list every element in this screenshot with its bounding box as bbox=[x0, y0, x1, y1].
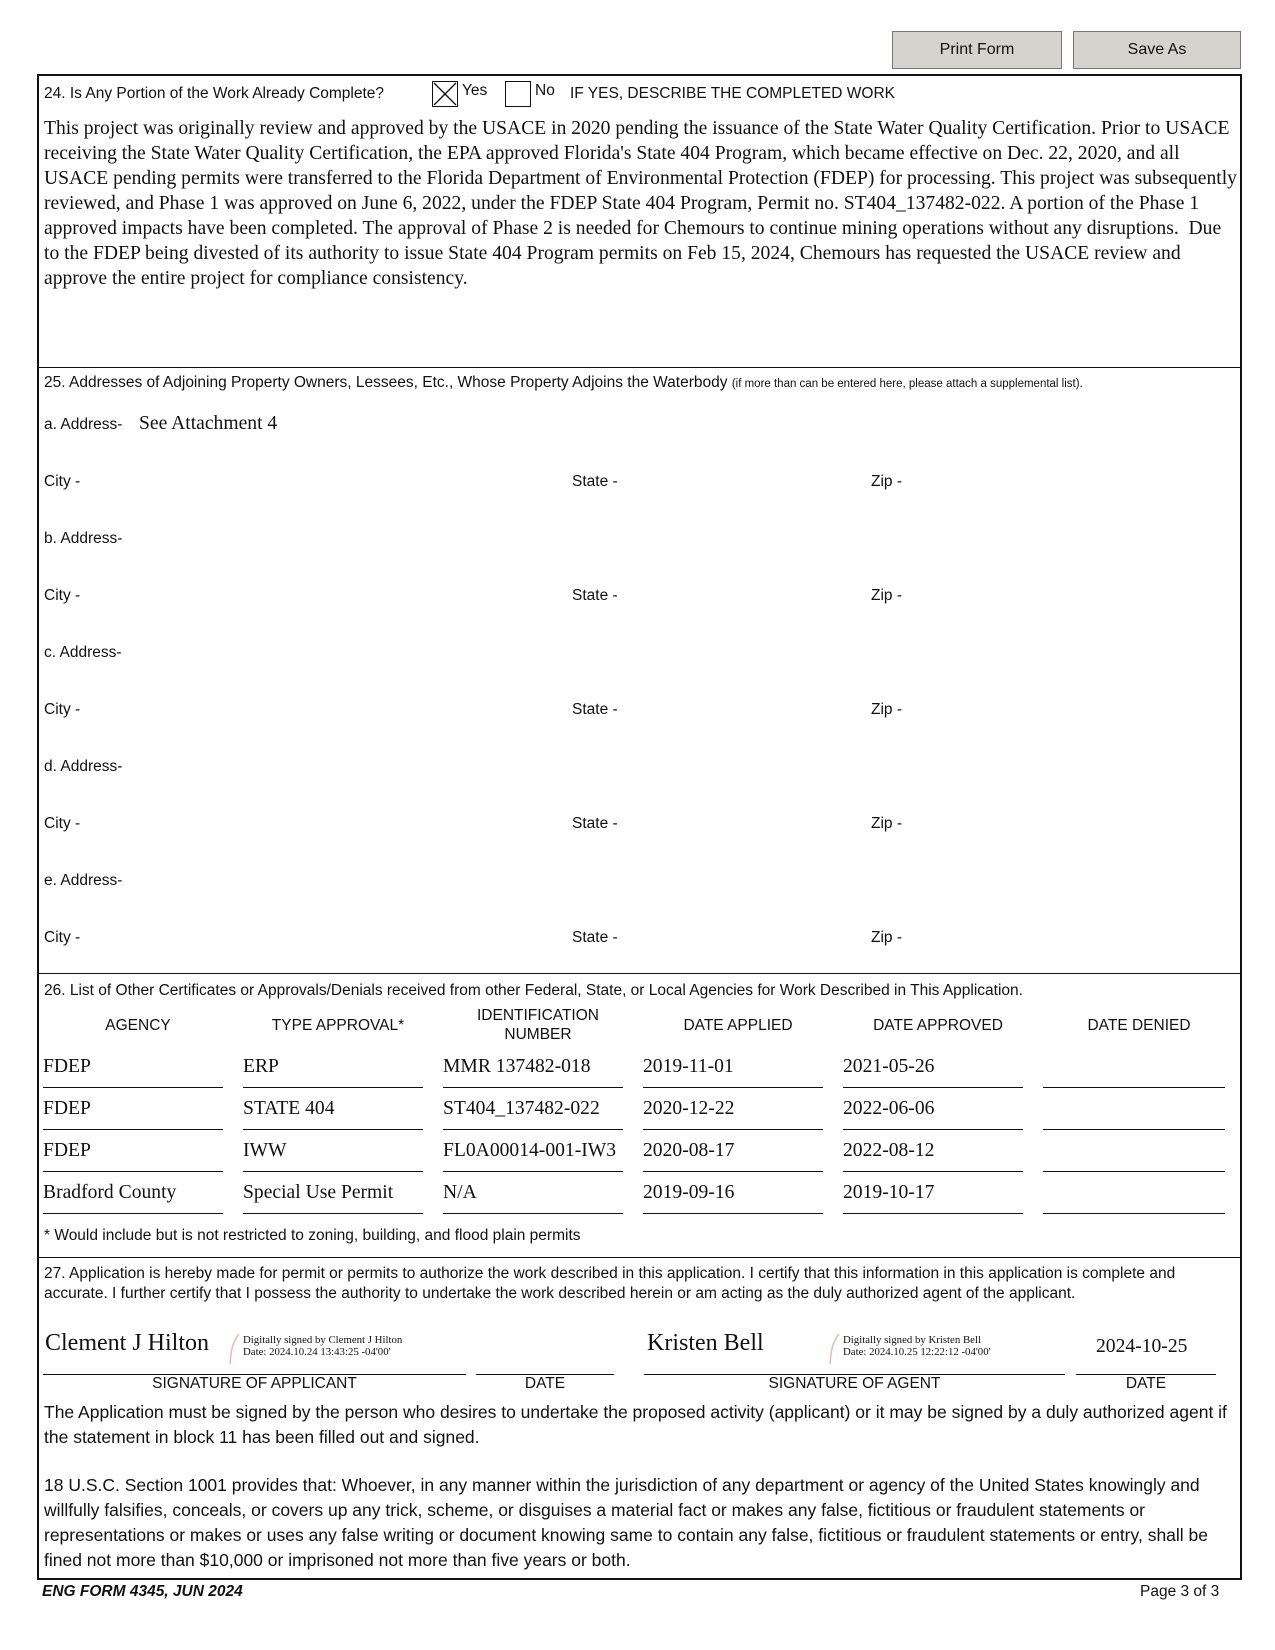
cell-date-approved[interactable]: 2022-08-12 bbox=[843, 1134, 1023, 1172]
state-a-label: State - bbox=[572, 473, 618, 490]
header-date-approved: DATE APPROVED bbox=[873, 1017, 1003, 1034]
header-agency: AGENCY bbox=[105, 1017, 171, 1034]
q25-title-text: 25. Addresses of Adjoining Property Owners, Lessees, Etc., Whose Property Adjoins the Waterbody bbox=[44, 374, 728, 391]
zip-c-label: Zip - bbox=[871, 701, 902, 718]
section-24 bbox=[39, 76, 1240, 368]
address-a-field[interactable]: See Attachment 4 bbox=[139, 413, 278, 434]
cell-identification-number[interactable]: FL0A00014-001-IW3 bbox=[443, 1134, 623, 1172]
no-checkbox[interactable] bbox=[505, 81, 531, 107]
q24-instruction: IF YES, DESCRIBE THE COMPLETED WORK bbox=[570, 85, 895, 102]
cell-type-approval[interactable]: IWW bbox=[243, 1134, 423, 1172]
address-a-label: a. Address- bbox=[44, 416, 123, 433]
cell-date-denied[interactable] bbox=[1043, 1176, 1225, 1214]
cell-type-approval[interactable]: Special Use Permit bbox=[243, 1176, 423, 1214]
state-b-label: State - bbox=[572, 587, 618, 604]
applicant-digital-signature-info bbox=[243, 1334, 402, 1358]
city-a-label: City - bbox=[44, 473, 81, 490]
q25-note: (if more than can be entered here, please attach a supplemental list). bbox=[731, 378, 1083, 390]
cell-date-approved[interactable]: 2022-06-06 bbox=[843, 1092, 1023, 1130]
address-c-label: c. Address- bbox=[44, 644, 122, 661]
applicant-signature[interactable]: Clement J Hilton bbox=[45, 1330, 209, 1356]
cell-identification-number[interactable]: N/A bbox=[443, 1176, 623, 1214]
cell-agency[interactable]: FDEP bbox=[43, 1050, 223, 1088]
applicant-date-caption: DATE bbox=[524, 1375, 566, 1392]
q24-question: 24. Is Any Portion of the Work Already Complete? bbox=[44, 85, 385, 102]
section-27 bbox=[39, 1258, 1240, 1582]
agent-digital-line2: Date: 2024.10.25 12:22:12 -04'00' bbox=[843, 1346, 991, 1358]
cell-type-approval[interactable]: ERP bbox=[243, 1050, 423, 1088]
cell-identification-number[interactable]: MMR 137482-018 bbox=[443, 1050, 623, 1088]
completed-work-description[interactable]: This project was originally review and approved by the USACE in 2020 pending the issuance of the State Water Quality Certification. Prior to USACE receiving the State Water Quality Certification, the EPA approved Florida's State 404 Program, which became effective on Dec. 22, 2020, and all USACE pending permits were transferred to the Florida Department of Environmental Protection (FDEP) for processing. This project was subsequently reviewed, and Phase 1 was approved on June 6, 2022, under the FDEP State 404 Program, Permit no. ST404_137482-022. A portion of the Phase 1 approved impacts have been completed. The approval of Phase 2 is needed for Chemours to continue mining operations without any disruptions. Due to the FDEP being divested of its authority to issue State 404 Program permits on Feb 15, 2024, Chemours has requested the USACE review and approve the entire project for compliance consistency. bbox=[44, 118, 1242, 289]
agent-date-caption: DATE bbox=[1125, 1375, 1167, 1392]
cell-agency[interactable]: FDEP bbox=[43, 1092, 223, 1130]
header-identification-number: IDENTIFICATION NUMBER bbox=[477, 1007, 599, 1043]
yes-label: Yes bbox=[462, 82, 488, 99]
agent-signature-caption: SIGNATURE OF AGENT bbox=[768, 1375, 941, 1392]
agent-digital-line1: Digitally signed by Kristen Bell bbox=[843, 1334, 981, 1346]
address-d-label: d. Address- bbox=[44, 758, 123, 775]
applicant-signature-caption: SIGNATURE OF APPLICANT bbox=[152, 1375, 357, 1392]
zip-a-label: Zip - bbox=[871, 473, 902, 490]
section-25 bbox=[39, 368, 1240, 974]
state-c-label: State - bbox=[572, 701, 618, 718]
cell-date-denied[interactable] bbox=[1043, 1050, 1225, 1088]
city-e-label: City - bbox=[44, 929, 81, 946]
applicant-digital-line2: Date: 2024.10.24 13:43:25 -04'00' bbox=[243, 1346, 391, 1358]
cell-type-approval[interactable]: STATE 404 bbox=[243, 1092, 423, 1130]
agent-signature[interactable]: Kristen Bell bbox=[647, 1330, 764, 1356]
form-page-frame bbox=[37, 74, 1242, 1580]
header-date-denied: DATE DENIED bbox=[1087, 1017, 1191, 1034]
digital-signature-mark-icon bbox=[227, 1332, 241, 1366]
agent-date-field[interactable]: 2024-10-25 bbox=[1096, 1336, 1188, 1357]
q25-title bbox=[44, 374, 1083, 392]
cell-agency[interactable]: FDEP bbox=[43, 1134, 223, 1172]
cell-date-approved[interactable]: 2021-05-26 bbox=[843, 1050, 1023, 1088]
header-type-approval: TYPE APPROVAL* bbox=[271, 1017, 405, 1034]
q26-footnote: * Would include but is not restricted to zoning, building, and flood plain permits bbox=[44, 1227, 581, 1244]
state-d-label: State - bbox=[572, 815, 618, 832]
cell-identification-number[interactable]: ST404_137482-022 bbox=[443, 1092, 623, 1130]
cell-agency[interactable]: Bradford County bbox=[43, 1176, 223, 1214]
cell-date-approved[interactable]: 2019-10-17 bbox=[843, 1176, 1023, 1214]
cell-date-applied[interactable]: 2020-12-22 bbox=[643, 1092, 823, 1130]
cell-date-denied[interactable] bbox=[1043, 1092, 1225, 1130]
agent-digital-signature-info bbox=[843, 1334, 991, 1358]
yes-checkbox[interactable] bbox=[432, 81, 458, 107]
zip-e-label: Zip - bbox=[871, 929, 902, 946]
city-d-label: City - bbox=[44, 815, 81, 832]
address-b-label: b. Address- bbox=[44, 530, 123, 547]
form-id: ENG FORM 4345, JUN 2024 bbox=[42, 1583, 243, 1600]
save-as-button[interactable]: Save As bbox=[1073, 31, 1241, 69]
address-e-label: e. Address- bbox=[44, 872, 123, 889]
no-label: No bbox=[535, 82, 555, 99]
zip-b-label: Zip - bbox=[871, 587, 902, 604]
cell-date-applied[interactable]: 2019-11-01 bbox=[643, 1050, 823, 1088]
checkmark-x-icon bbox=[433, 82, 457, 106]
section-26 bbox=[39, 974, 1240, 1258]
state-e-label: State - bbox=[572, 929, 618, 946]
q26-title: 26. List of Other Certificates or Approvals/Denials received from other Federal, State, or Local Agencies for Work Described in This Application. bbox=[44, 982, 1023, 999]
city-b-label: City - bbox=[44, 587, 81, 604]
cell-date-applied[interactable]: 2019-09-16 bbox=[643, 1176, 823, 1214]
print-form-button[interactable]: Print Form bbox=[892, 31, 1062, 69]
cell-date-applied[interactable]: 2020-08-17 bbox=[643, 1134, 823, 1172]
applicant-digital-line1: Digitally signed by Clement J Hilton bbox=[243, 1334, 403, 1346]
cell-date-denied[interactable] bbox=[1043, 1134, 1225, 1172]
digital-signature-mark-icon bbox=[827, 1332, 841, 1366]
legal-note: 18 U.S.C. Section 1001 provides that: Whoever, in any manner within the jurisdiction of any department or agency of the United States knowingly and willfully falsifies, conceals, or covers up any trick, scheme, or disguises a material fact or makes any false, fictitious or fraudulent statements or representations or makes or uses any false writing or document knowing same to contain any false, fictitious or fraudulent statements or entry, shall be fined not more than $10,000 or imprisoned not more than five years or both. bbox=[44, 1475, 1209, 1570]
city-c-label: City - bbox=[44, 701, 81, 718]
page-number: Page 3 of 3 bbox=[1140, 1583, 1220, 1600]
certification-statement: 27. Application is hereby made for permit or permits to authorize the work described in this application. I certify that this information in this application is complete and accurate. I further certify that I possess the authority to undertake the work described herein or am acting as the duly authorized agent of the applicant. bbox=[44, 1265, 1176, 1302]
zip-d-label: Zip - bbox=[871, 815, 902, 832]
signing-note: The Application must be signed by the person who desires to undertake the proposed activity (applicant) or it may be signed by a duly authorized agent if the statement in block 11 has been filled out and signed. bbox=[44, 1402, 1227, 1447]
header-date-applied: DATE APPLIED bbox=[683, 1017, 793, 1034]
